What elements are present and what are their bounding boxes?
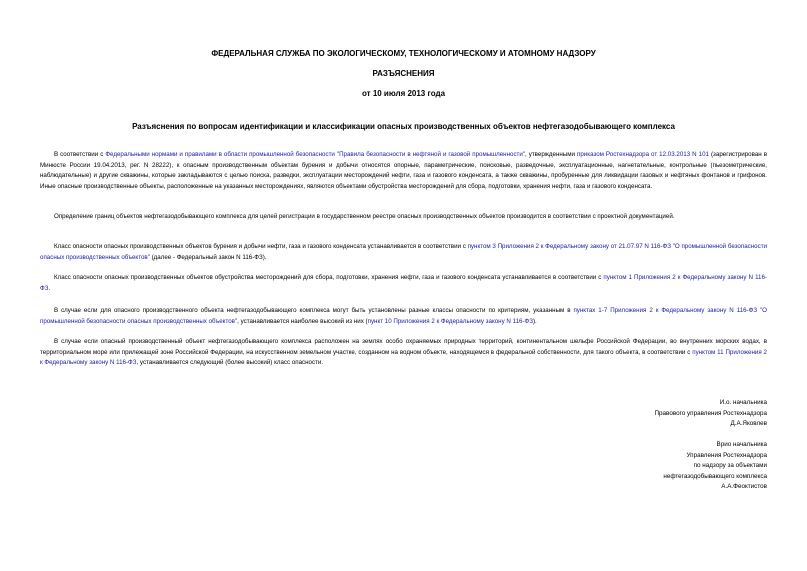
link-point-3[interactable]: пунктом 3 Приложения 2 к Федеральному закону от 21.07.97 N 116-ФЗ "О промышленной безопасности опасных производственных объектов" [40,243,767,261]
document-title: Разъяснения по вопросам идентификации и классификации опасных производственных объектов нефтегазодобывающего комплекса [132,122,675,131]
link-point-11[interactable]: пунктом 11 Приложения 2 к Федеральному закону N 116-ФЗ [40,348,767,367]
link-federal-norms[interactable]: Федеральными нормами и правилами в области промышленной безопасности "Правила безопасности в нефтяной и газовой промышленности" [105,151,526,158]
text: В соответствии с [54,151,106,158]
text: В случае если опасный производственный объект нефтегазодобывающего комплекса расположен на землях особо охраняемых природных территорий, континентальном шельфе Российской Федерации, во внутренних морских водах, в территориальном море или прилежащей зоне Российской Федерации, на искусственном земельном участке, созданном на водном объекте, находящемся в федеральной собственности, для такого объекта, в соответствии с [40,338,767,356]
signature-2-department-line2: по надзору за объектами [693,462,767,470]
signature-block-1 [547,398,767,430]
paragraph-1 [40,150,767,192]
link-point-1[interactable]: пунктом 1 Приложения 2 к Федеральному закону N 116-ФЗ [40,274,767,292]
text: В случае если для опасного производственного объекта нефтегазодобывающего комплекса могут быть установлены разные классы опасности по критериям, указанным в [54,307,574,314]
paragraph-5 [40,306,767,327]
signature-2-position: Врио начальника [716,441,767,448]
text: ). [532,317,537,325]
document-type: РАЗЪЯСНЕНИЯ [372,69,435,78]
signature-2-department-line3: нефтегазодобывающего комплекса [663,472,767,480]
text: Класс опасности опасных производственных объектов бурения и добычи нефти, газа и газового конденсата устанавливается в соответствии с [54,243,468,250]
link-points-1-7[interactable]: пунктах 1-7 Приложения 2 к Федеральному закону N 116-ФЗ "О промышленной безопасности опасных производственных объектов" [40,307,767,325]
text: Определение границ объектов нефтегазодобывающего комплекса для целей регистрации в государственном реестре опасных производственных объектов производится в соответствии с проектной документацией. [54,213,675,220]
text: . [48,284,51,292]
paragraph-2 [40,212,767,223]
link-point-10[interactable]: пункт 10 Приложения 2 к Федеральному закону N 116-ФЗ [367,317,533,325]
signature-1-position: И.о. начальника [719,399,767,406]
text: Класс опасности опасных производственных объектов обустройства месторождений для сбора, подготовки, хранения нефти, газа и газового конденсата устанавливается в соответствии с [54,274,604,281]
text: , утвержденными [525,151,577,158]
link-order-101[interactable]: приказом Ростехнадзора от 12.03.2013 N 101 [576,151,709,158]
signature-block-2 [547,440,767,493]
paragraph-3 [40,242,767,263]
text: , устанавливается наиболее высокий из них ( [237,317,368,325]
signature-2-department: Управления Ростехнадзора [686,451,767,459]
agency-heading: ФЕДЕРАЛЬНАЯ СЛУЖБА ПО ЭКОЛОГИЧЕСКОМУ, ТЕХНОЛОГИЧЕСКОМУ И АТОМНОМУ НАДЗОРУ [211,49,596,58]
text: , устанавливается следующий (более высокий) класс опасности. [136,359,324,367]
paragraph-4 [40,273,767,294]
text: (далее - Федеральный закон N 116-ФЗ). [149,253,267,261]
paragraph-6 [40,337,767,369]
document-date: от 10 июля 2013 года [361,89,446,98]
signature-1-name: Д.А.Яковлев [730,420,767,428]
text: (зарегистрирован в Минюсте России 19.04.2013, рег. N 28222), к опасным производственным объектам бурения и добычи относятся опорные, параметрические, поисковые, разведочные, эксплуатационные, нагнетательные, контрольные (пьезометрические, наблюдательные) и другие скважины, которые закладываются с целью поиска, разведки, эксплуатации месторождений нефти, газа и газового конденсата, а также скважины, пробуренные для ликвидации газовых и нефтяных фонтанов и грифонов. Иные опасные производственные объекты, расположенные на указанных месторождениях, являются объектами обустройства месторождений для сбора, подготовки, хранения нефти, газа и газового конденсата. [40,151,767,190]
signature-2-name: А.А.Феоктистов [721,483,767,491]
signature-1-department: Правового управления Ростехнадзора [654,409,767,417]
